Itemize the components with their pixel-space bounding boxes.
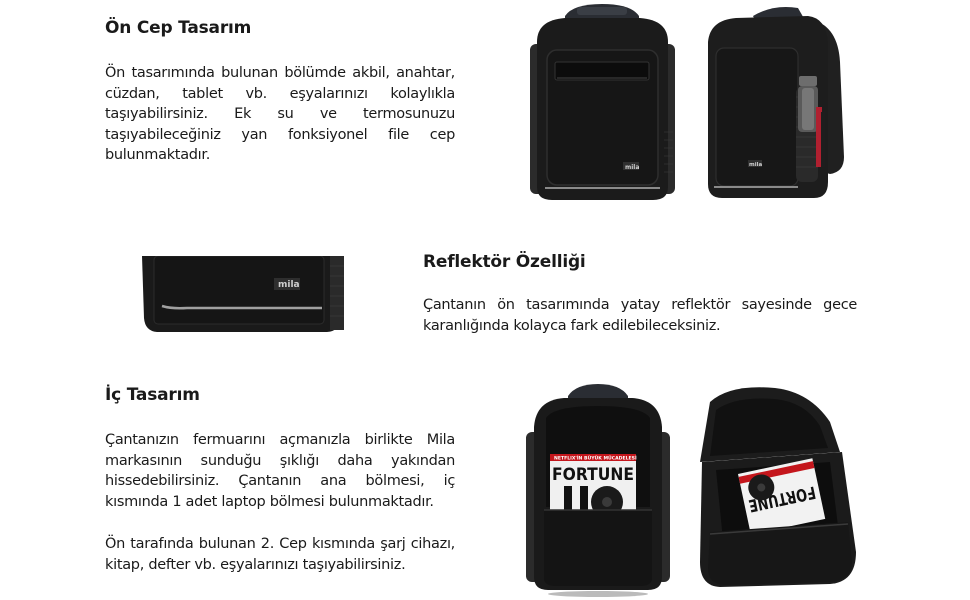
front-pocket-description: Ön tasarımında bulunan bölümde akbil, anahtar, cüzdan, tablet vb. eşyalarınızı kolaylıkla taşıyabilirsiniz. Ek su ve termosunuzu taşıyabileceğiniz yan fonksiyonel file cep bulunmaktadır.: [105, 65, 455, 163]
interior-title: İç Tasarım: [105, 385, 200, 405]
brand-logo-side: mila: [749, 162, 763, 168]
backpack-front-image: [525, 2, 680, 202]
reflector-closeup-image: [142, 256, 344, 334]
interior-description-1: Çantanızın fermuarını açmanızla birlikte Mila markasının sunduğu şıklığı daha yakından hissedebilirsiniz. Çantanın ana bölmesi, iç kısmında 1 adet laptop bölmesi bulunmaktadır.: [105, 432, 455, 510]
brand-logo: mila: [625, 164, 640, 171]
brand-logo-closeup: mila: [278, 280, 300, 290]
book-title-tilted: FORTUNE: [725, 481, 818, 520]
book-title: FORTUNE: [552, 465, 634, 485]
backpack-open-front-image: [524, 382, 672, 598]
reflector-title: Reflektör Özelliği: [423, 252, 586, 272]
interior-description-2: Ön tarafında bulunan 2. Cep kısmında şarj cihazı, kitap, defter vb. eşyalarınızı taşıyabilirsiniz.: [105, 536, 455, 573]
backpack-side-image: [698, 2, 853, 202]
reflector-description: Çantanın ön tasarımında yatay reflektör sayesinde gece karanlığında kolayca fark edilebileceksiniz.: [423, 297, 857, 334]
book-banner: NETFLIX'İN BÜYÜK MÜCADELESİ: [554, 456, 637, 462]
backpack-open-tilted-image: [680, 382, 862, 590]
front-pocket-title: Ön Cep Tasarım: [105, 18, 252, 38]
